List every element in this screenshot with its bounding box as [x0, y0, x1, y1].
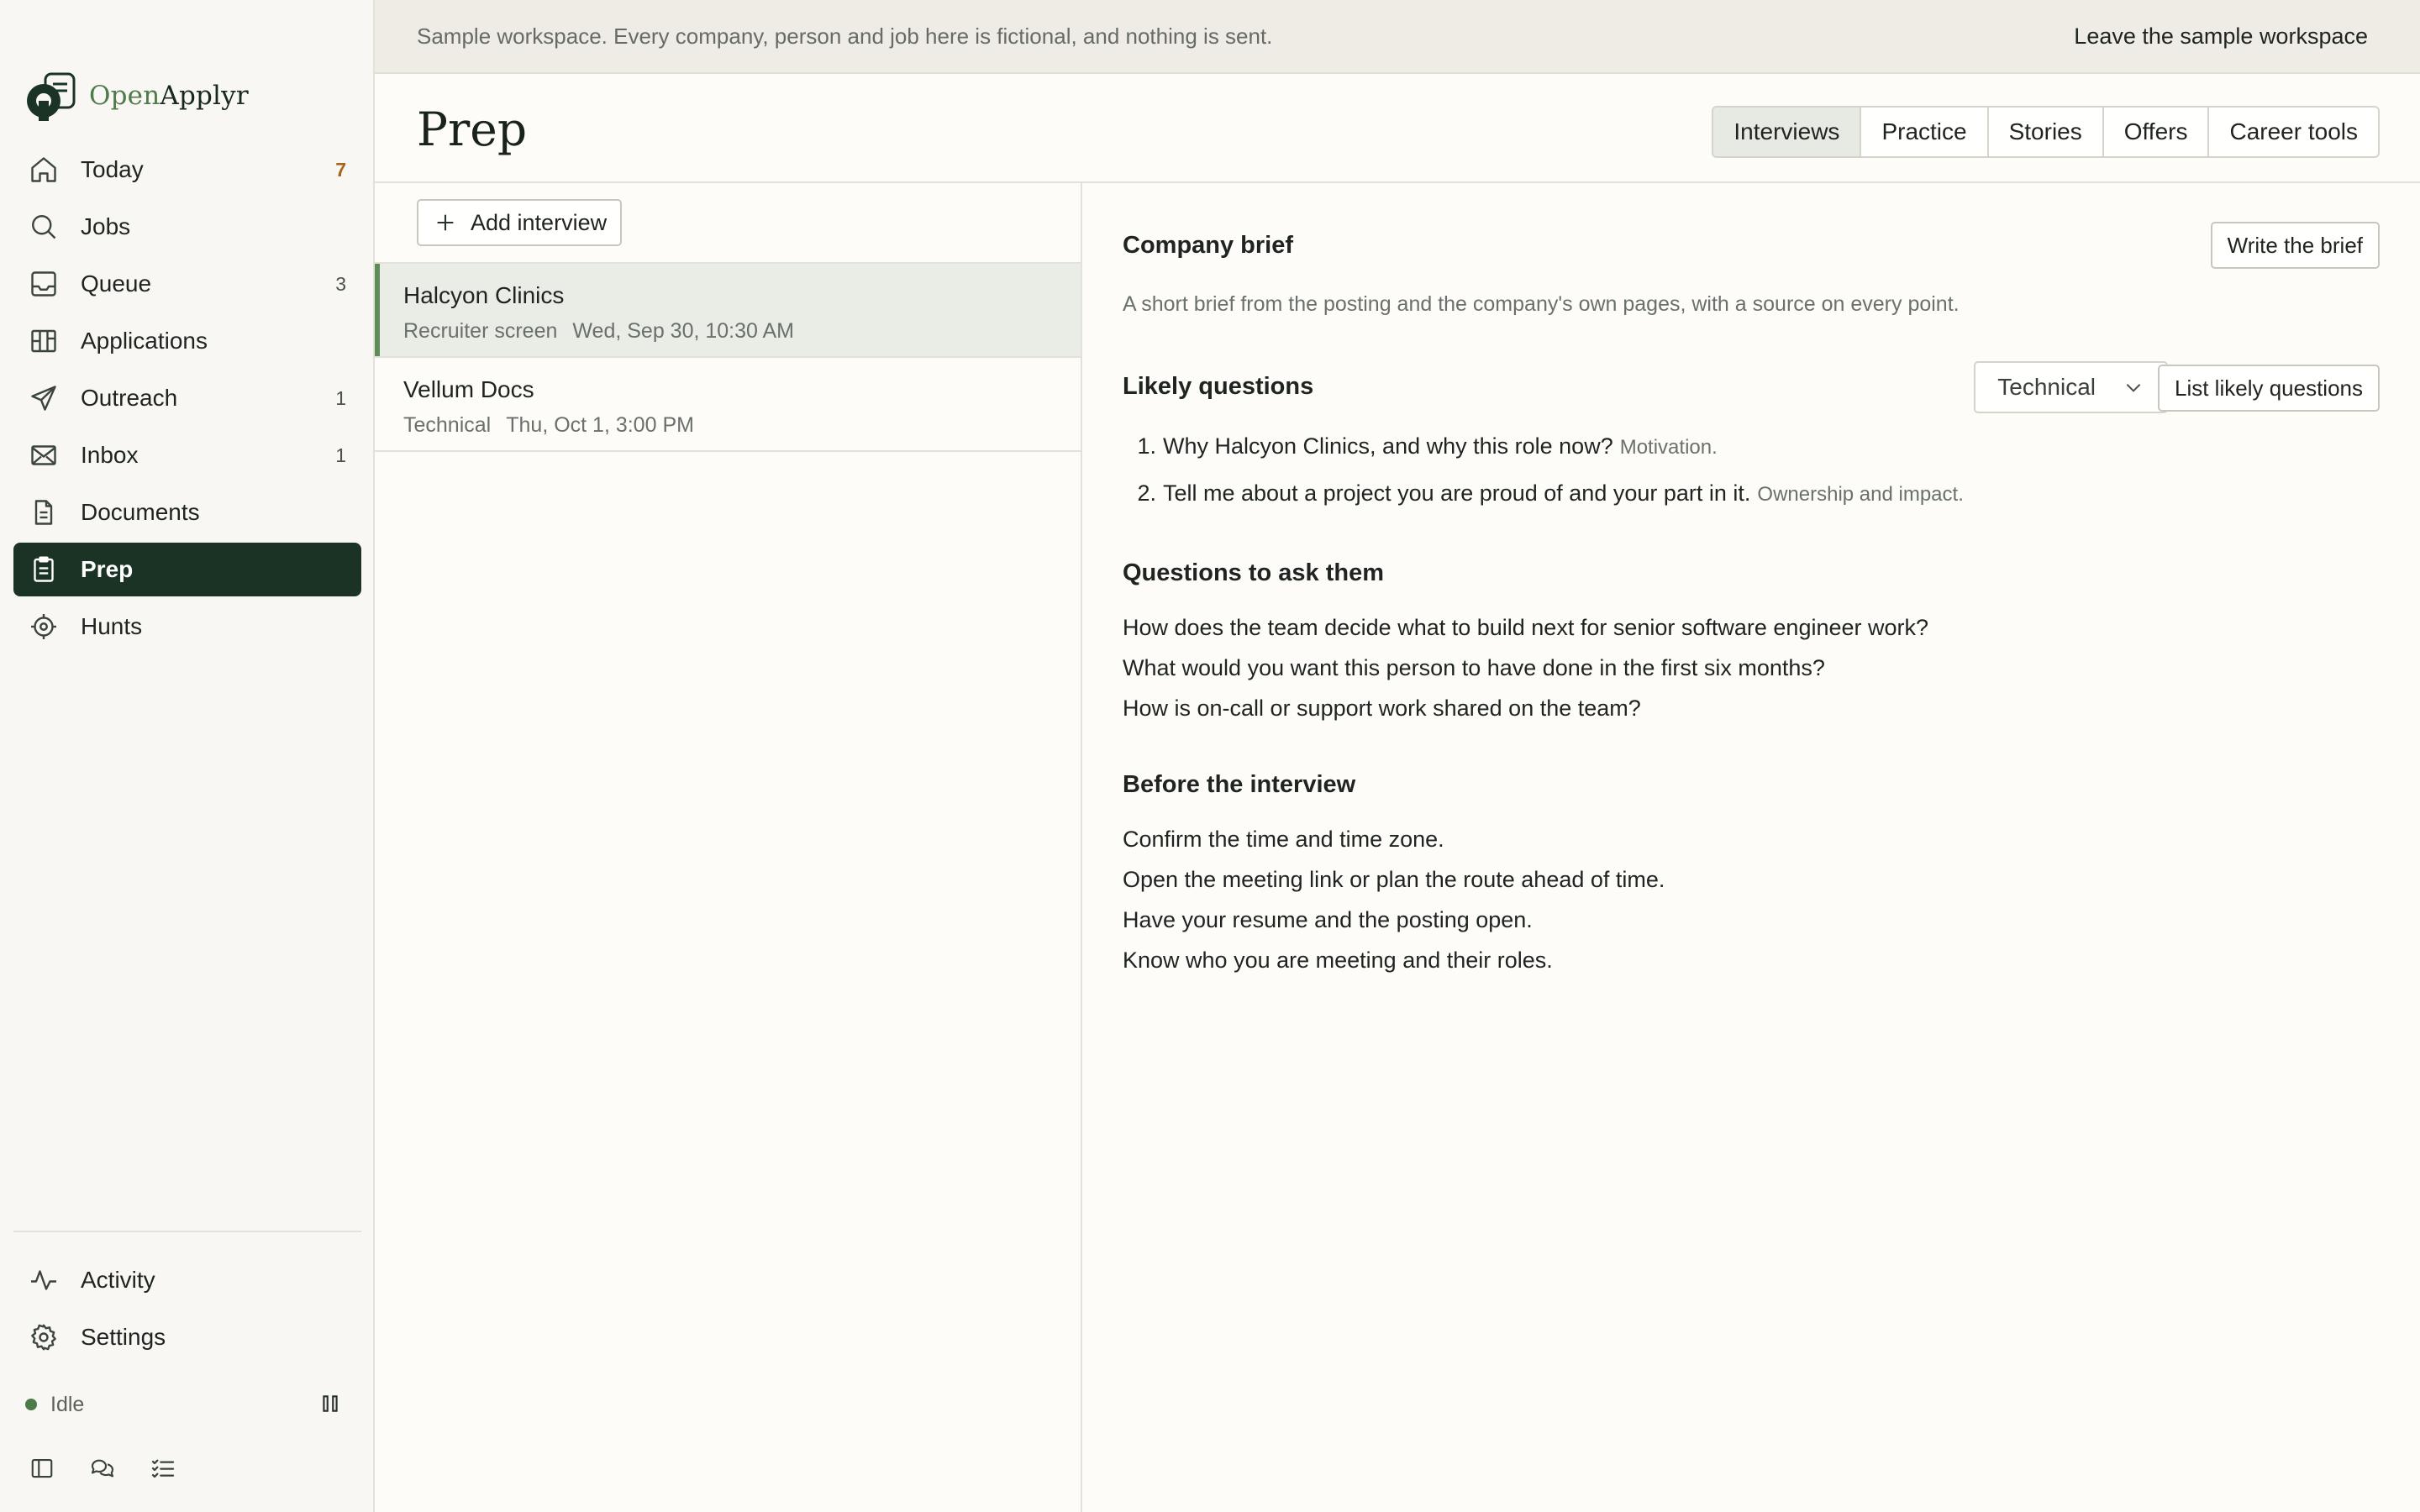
prep-tabs — [1712, 106, 2380, 158]
question-type-select[interactable] — [1974, 361, 2168, 413]
sidebar-item-label: Prep — [81, 556, 134, 582]
tab-interviews[interactable]: Interviews — [1713, 108, 1860, 156]
question-text: Tell me about a project you are proud of and your part in it. — [1163, 480, 1751, 506]
likely-question — [1123, 480, 1964, 528]
chat-button[interactable] — [84, 1452, 121, 1485]
interview-row[interactable] — [375, 264, 1081, 358]
sidebar-divider — [13, 1231, 361, 1232]
checklist-item: Have your resume and the posting open. — [1123, 907, 1533, 932]
app-name — [89, 81, 249, 111]
add-interview-button[interactable] — [417, 199, 622, 246]
checklist-button[interactable] — [145, 1452, 182, 1485]
app-name-part-1: Open — [89, 81, 160, 111]
interview-time: Thu, Oct 1, 3:00 PM — [506, 413, 694, 437]
interview-meta — [403, 413, 1081, 438]
document-icon — [29, 497, 59, 528]
search-icon — [29, 212, 59, 242]
sidebar-item-label: Activity — [81, 1267, 155, 1293]
sidebar-item-label: Applications — [81, 328, 208, 354]
logo-icon — [25, 71, 79, 121]
clipboard-icon — [29, 554, 59, 585]
toggle-sidebar-button[interactable] — [24, 1452, 60, 1485]
target-icon — [29, 612, 59, 642]
sidebar-item-applications[interactable] — [13, 314, 361, 368]
checklist-icon — [150, 1455, 176, 1482]
sidebar-item-jobs[interactable] — [13, 200, 361, 254]
interview-detail-pane — [1084, 183, 2420, 1512]
questions-to-ask-list — [1123, 615, 1928, 736]
pause-button[interactable] — [316, 1389, 345, 1418]
interview-time: Wed, Sep 30, 10:30 AM — [572, 319, 795, 343]
leave-sample-workspace-link[interactable]: Leave the sample workspace — [2074, 24, 2368, 49]
logo[interactable] — [25, 71, 249, 121]
count-badge: 3 — [335, 272, 346, 295]
sidebar-item-label: Today — [81, 156, 144, 182]
interview-list-pane — [375, 183, 1082, 1512]
company-brief-heading: Company brief — [1123, 232, 1294, 259]
mail-icon — [29, 440, 59, 470]
company-brief-description: A short brief from the posting and the company's own pages, with a source on every point. — [1123, 292, 1960, 316]
tab-offers[interactable]: Offers — [2102, 108, 2208, 156]
sidebar — [0, 0, 375, 1512]
sidebar-item-prep[interactable] — [13, 543, 361, 596]
likely-questions-list — [1123, 433, 1964, 528]
interview-company: Vellum Docs — [403, 376, 534, 402]
interview-type: Technical — [403, 413, 492, 437]
sidebar-item-label: Hunts — [81, 613, 143, 639]
list-likely-questions-button[interactable]: List likely questions — [2158, 365, 2380, 412]
question-note: Ownership and impact. — [1757, 483, 1964, 506]
question-to-ask: How is on-call or support work shared on the team? — [1123, 696, 1641, 721]
sidebar-item-label: Queue — [81, 270, 152, 297]
sidebar-toolbar — [24, 1452, 182, 1485]
write-brief-button[interactable]: Write the brief — [2211, 222, 2380, 269]
board-icon — [29, 326, 59, 356]
question-text: Why Halcyon Clinics, and why this role now? — [1163, 433, 1613, 459]
interview-company: Halcyon Clinics — [403, 282, 565, 308]
sidebar-item-activity[interactable] — [13, 1253, 361, 1307]
banner-text: Sample workspace. Every company, person and job here is fictional, and nothing is sent. — [417, 24, 1273, 49]
sidebar-item-label: Jobs — [81, 213, 131, 239]
sidebar-item-label: Inbox — [81, 442, 139, 468]
sidebar-item-queue[interactable] — [13, 257, 361, 311]
home-icon — [29, 155, 59, 185]
count-badge: 1 — [335, 444, 346, 466]
question-number: 1. — [1137, 433, 1156, 459]
likely-questions-heading: Likely questions — [1123, 373, 1314, 400]
likely-question — [1123, 433, 1964, 480]
status-dot — [25, 1399, 37, 1410]
sidebar-item-inbox[interactable] — [13, 428, 361, 482]
question-to-ask: How does the team decide what to build next for senior software engineer work? — [1123, 615, 1929, 640]
sidebar-panel-icon — [29, 1456, 55, 1481]
sidebar-item-label: Settings — [81, 1324, 166, 1350]
chevron-down-icon — [2123, 376, 2144, 398]
interview-meta — [403, 319, 1081, 344]
question-to-ask: What would you want this person to have done in the first six months? — [1123, 655, 1825, 680]
app-name-part-2: Applyr — [160, 81, 249, 111]
send-icon — [29, 383, 59, 413]
sample-workspace-banner — [375, 0, 2420, 74]
chat-icon — [89, 1455, 116, 1482]
interview-row[interactable] — [375, 358, 1081, 452]
tab-practice[interactable]: Practice — [1860, 108, 1986, 156]
agent-status — [25, 1388, 345, 1421]
checklist-item: Open the meeting link or plan the route ahead of time. — [1123, 867, 1665, 892]
sidebar-item-label: Documents — [81, 499, 200, 525]
before-interview-list — [1123, 827, 1665, 988]
interview-list — [375, 264, 1081, 452]
sidebar-item-label: Outreach — [81, 385, 178, 411]
count-badge: 1 — [335, 386, 346, 409]
status-label: Idle — [50, 1392, 85, 1416]
question-note: Motivation. — [1619, 436, 1718, 459]
gear-icon — [29, 1322, 59, 1352]
tab-stories[interactable]: Stories — [1987, 108, 2102, 156]
secondary-nav — [13, 1253, 361, 1368]
sidebar-item-outreach[interactable] — [13, 371, 361, 425]
plus-icon — [434, 211, 457, 234]
interview-type: Recruiter screen — [403, 319, 558, 343]
checklist-item: Know who you are meeting and their roles. — [1123, 948, 1553, 973]
sidebar-item-documents[interactable] — [13, 486, 361, 539]
checklist-item: Confirm the time and time zone. — [1123, 827, 1444, 852]
before-interview-heading: Before the interview — [1123, 771, 1356, 798]
count-badge: 7 — [335, 158, 346, 181]
sidebar-item-today[interactable] — [13, 143, 361, 197]
pause-icon — [319, 1393, 341, 1415]
sidebar-item-settings[interactable] — [13, 1310, 361, 1364]
add-interview-label: Add interview — [471, 209, 608, 235]
questions-to-ask-heading: Questions to ask them — [1123, 559, 1385, 586]
page-title: Prep — [417, 102, 528, 156]
question-number: 2. — [1137, 480, 1156, 506]
tab-career-tools[interactable]: Career tools — [2207, 108, 2378, 156]
sidebar-item-hunts[interactable] — [13, 600, 361, 654]
question-type-value: Technical — [1997, 374, 2096, 400]
inbox-tray-icon — [29, 269, 59, 299]
main-nav — [13, 143, 361, 657]
activity-icon — [29, 1265, 59, 1295]
